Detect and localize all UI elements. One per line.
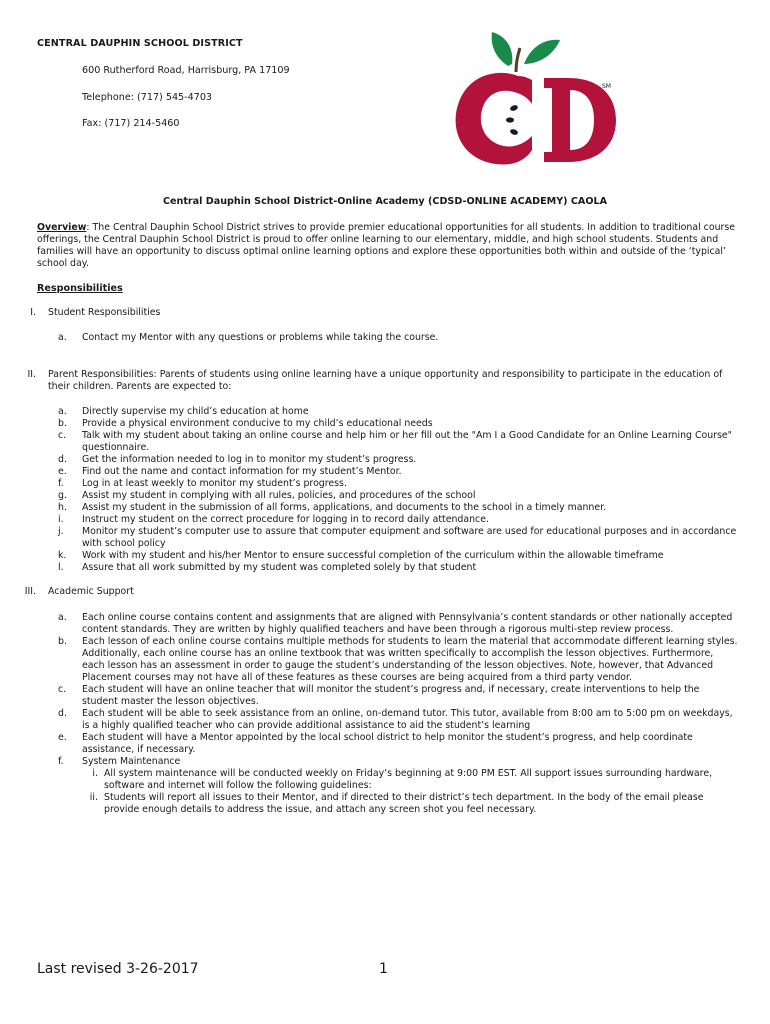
logo-service-mark: SM [602,83,611,90]
district-telephone: Telephone: (717) 545-4703 [82,92,213,103]
section-heading: Academic Support [48,586,134,597]
list-item: j. Monitor my student’s computer use to assure that computer equipment and software are used for educational purposes and in accordance with school policy [58,526,737,549]
list-item: e. Each student will have a Mentor appointed by the local school district to help monitor the student’s progress, and help coordinate assistance, if necessary. [58,732,693,755]
list-item: c. Each student will have an online teacher that will monitor the student’s progress and, if necessary, create interventions to help the student master the lesson objectives. [58,684,700,707]
list-item: a. Each online course contains content and assignments that are aligned with Pennsylvania’s content standards or other nationally accepted content standards. They are written by highly qualified teachers and have been through a rigorous multi-step review process. [58,612,733,635]
logo-letter-c [456,73,532,165]
district-name: CENTRAL DAUPHIN SCHOOL DISTRICT [37,38,243,49]
logo-leaf-right [524,40,560,64]
list-item: c. Talk with my student about taking an online course and help him or her fill out the "Am I a Good Candidate for an Online Learning Course" questionnaire. [58,430,732,453]
system-maintenance-sublist [82,768,738,816]
section-number: II. [27,369,36,380]
overview-label: Overview [37,222,87,233]
list-item: d. Each student will be able to seek assistance from an online, on-demand tutor. This tutor, available from 8:00 am to 5:00 pm on weekdays, is a highly qualified teacher who can provide additional assistance to aid the student’s learning [58,708,733,731]
academic-support-list [58,612,738,816]
logo-seed [506,117,514,122]
list-item: g. Assist my student in complying with all rules, policies, and procedures of the school [58,490,476,501]
footer-page-number: 1 [379,961,388,977]
student-responsibility-list [58,332,738,344]
section-number: I. [30,307,36,318]
overview-paragraph [37,222,737,270]
list-item: b. Provide a physical environment conducive to my child’s educational needs [58,418,433,429]
list-item: a. Directly supervise my child’s education at home [58,406,309,417]
footer-revised-date: Last revised 3-26-2017 [37,961,199,977]
parent-responsibility-list [58,406,738,574]
list-item: f. Log in at least weekly to monitor my student’s progress. [58,478,347,489]
responsibilities-heading: Responsibilities [37,283,123,294]
logo-leaf-left [492,32,513,66]
overview-text: : The Central Dauphin School District strives to provide premier educational opportunities for all students. In addition to traditional course offerings, the Central Dauphin School District is proud to offer online learning to our elementary, middle, and high school students. Students and families will have an opportunity to discuss optimal online learning options and explore these opportunities both within and outside of the ‘typical’ school day. [37,222,736,269]
sub-list-item: i. All system maintenance will be conducted weekly on Friday’s beginning at 9:00 PM EST. All support issues surrounding hardware, software and internet will follow the following guidelines: [92,768,713,791]
section-heading: Student Responsibilities [48,307,161,318]
cd-apple-logo [448,28,618,168]
logo-letter-d [544,78,616,162]
list-item: l. Assure that all work submitted by my student was completed solely by that student [58,562,477,573]
logo-stem [516,48,520,72]
list-item: d. Get the information needed to log in to monitor my student’s progress. [58,454,417,465]
list-item: k. Work with my student and his/her Mentor to ensure successful completion of the curriculum within the allowable timeframe [58,550,664,561]
list-item: a. Contact my Mentor with any questions or problems while taking the course. [58,332,439,343]
section-number: III. [24,586,36,597]
sub-list-item: ii. Students will report all issues to their Mentor, and if directed to their district’s tech department. In the body of the email please provide enough details to address the issue, and attach any screen shot you feel necessary. [89,792,704,815]
district-address: 600 Rutherford Road, Harrisburg, PA 17109 [82,65,290,76]
section-heading: Parent Responsibilities: Parents of students using online learning have a unique opportunity and responsibility to participate in the education of their children. Parents are expected to: [48,369,723,392]
list-item: i. Instruct my student on the correct procedure for logging in to record daily attendance. [58,514,489,525]
list-item: f. System Maintenance i. All system maintenance will be conducted weekly on Friday’s beginning at 9:00 PM EST. All support issues surrounding hardware, software and internet will follow the following guidelines: ii. Students will report all issues to their Mentor, and if directed to their district’s tech department. In the body of the email please provide enough details to address the issue, and attach any screen shot you feel necessary. [82,756,738,816]
document-title: Central Dauphin School District-Online Academy (CDSD-ONLINE ACADEMY) CAOLA [162,196,608,207]
list-item: b. Each lesson of each online course contains multiple methods for students to learn the material that accommodate different learning styles. Additionally, each online course has an online textbook that was written specifically to accomplish the lesson objectives. Furthermore, each lesson has an assessment in order to gauge the student’s understanding of the lesson objectives. Note, however, that Advanced Placement courses may not have all of these features as these courses are being acquired from a third party vendor. [58,636,738,683]
logo-seed [509,104,518,112]
list-item: e. Find out the name and contact information for my student’s Mentor. [58,466,402,477]
list-item: h. Assist my student in the submission of all forms, applications, and documents to the school in a timely manner. [58,502,607,513]
district-fax: Fax: (717) 214-5460 [82,118,180,129]
logo-seed [509,128,518,136]
